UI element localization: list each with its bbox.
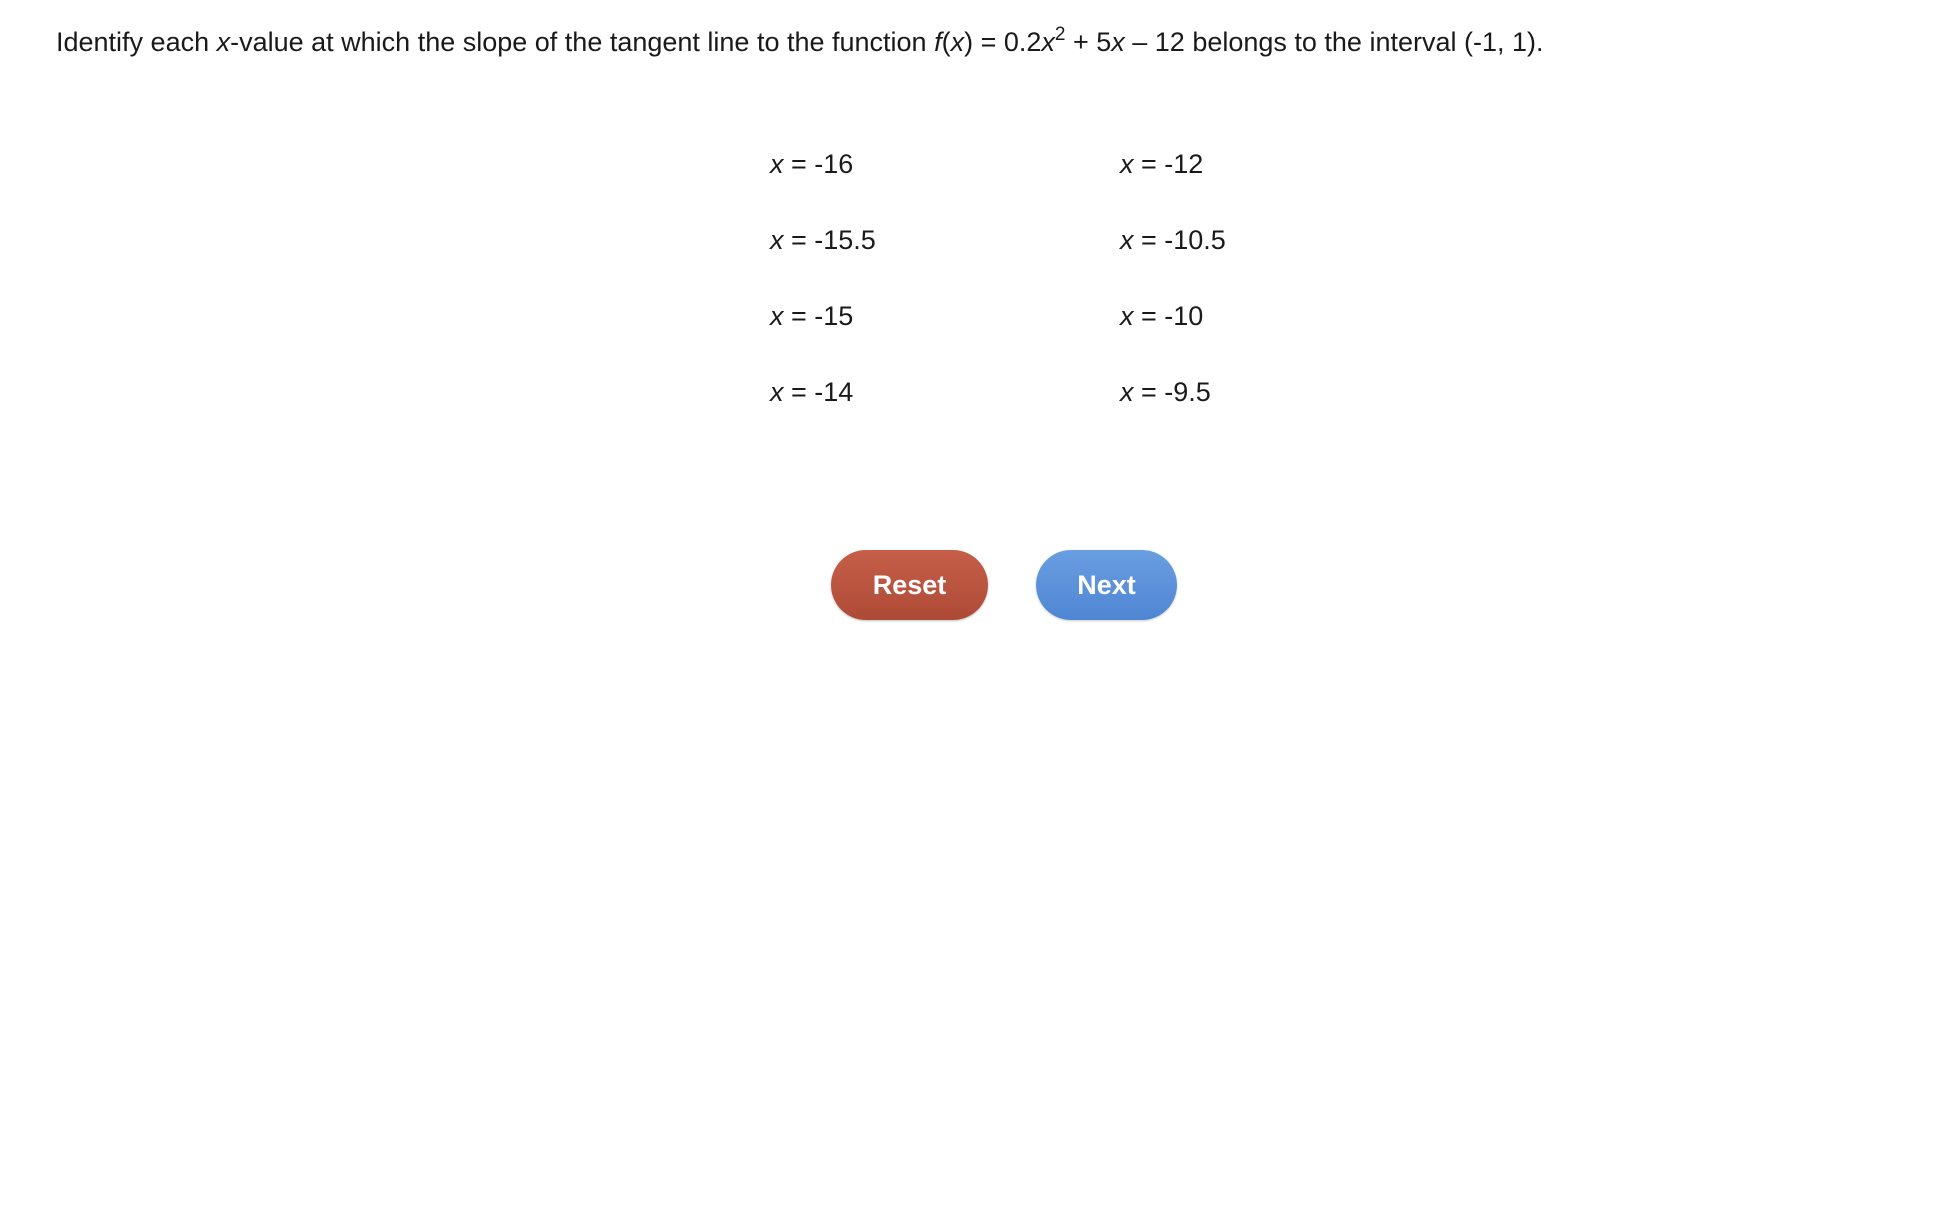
option-value: = -15.5 — [783, 225, 876, 255]
option-value: = -10.5 — [1133, 225, 1226, 255]
option-x-neg10-5[interactable] — [1120, 216, 1250, 264]
option-x-neg14[interactable] — [770, 368, 1120, 416]
question-tail: – 12 belongs to the interval (-1, 1). — [1124, 27, 1544, 57]
option-x-neg15[interactable] — [770, 292, 1120, 340]
option-value: = -10 — [1133, 301, 1204, 331]
option-x-neg15-5[interactable] — [770, 216, 1120, 264]
answer-options — [770, 140, 1250, 444]
option-value: = -9.5 — [1133, 377, 1211, 407]
function-paren-open: ( — [941, 27, 951, 57]
option-x-neg10[interactable] — [1120, 292, 1250, 340]
option-var: x — [770, 377, 784, 407]
option-var: x — [770, 149, 784, 179]
option-x-neg12[interactable] — [1120, 140, 1250, 188]
function-coefficient: ) = 0.2 — [964, 27, 1042, 57]
function-arg: x — [950, 27, 965, 57]
option-var: x — [770, 225, 784, 255]
function-linear-term: + 5 — [1065, 27, 1112, 57]
option-x-neg9-5[interactable] — [1120, 368, 1250, 416]
option-var: x — [1120, 149, 1134, 179]
action-buttons — [831, 550, 1177, 620]
option-value: = -15 — [783, 301, 854, 331]
function-name: f — [934, 27, 942, 57]
option-value: = -14 — [783, 377, 854, 407]
option-var: x — [770, 301, 784, 331]
function-var-x-linear: x — [1111, 27, 1125, 57]
question-mid: -value at which the slope of the tangent line to the function — [230, 27, 935, 57]
function-var-x-squared: x — [1041, 27, 1055, 57]
reset-button[interactable]: Reset — [831, 550, 988, 620]
option-var: x — [1120, 301, 1134, 331]
question-var-x: x — [216, 27, 231, 57]
function-exponent: 2 — [1054, 24, 1066, 45]
option-value: = -12 — [1133, 149, 1204, 179]
option-var: x — [1120, 377, 1134, 407]
option-value: = -16 — [783, 149, 854, 179]
question-text — [56, 22, 1544, 66]
option-x-neg16[interactable] — [770, 140, 1120, 188]
question-lead: Identify each — [56, 27, 217, 57]
next-button[interactable]: Next — [1036, 550, 1177, 620]
option-var: x — [1120, 225, 1134, 255]
